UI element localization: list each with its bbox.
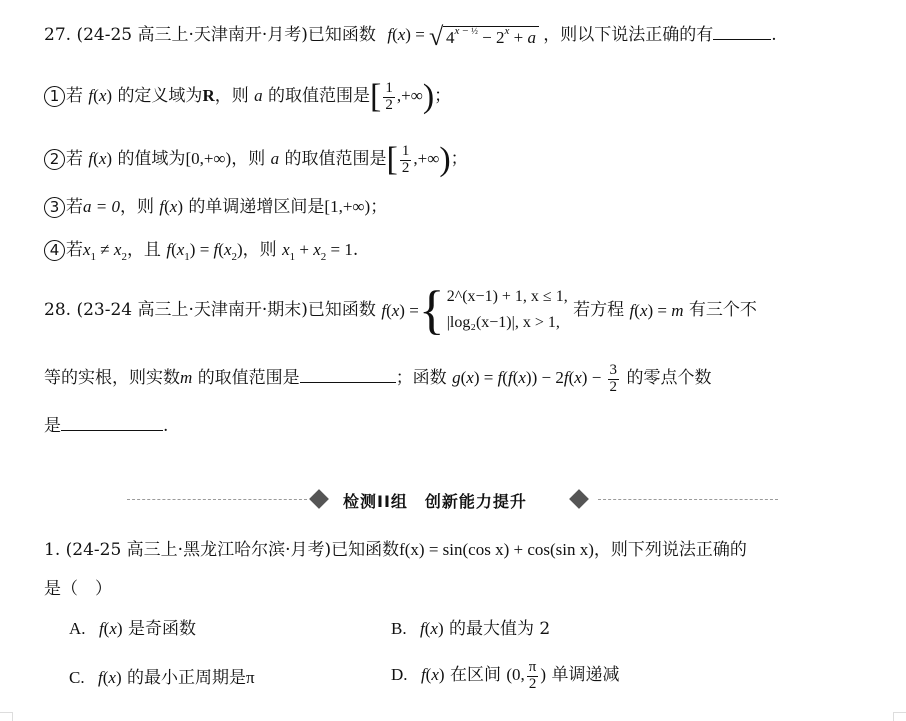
diamond-right-icon xyxy=(569,489,589,509)
circled-number-3: 3 xyxy=(44,197,65,218)
option-b[interactable]: B. f(x) 的最大值为 2 xyxy=(391,619,551,639)
circled-number-1: 1 xyxy=(44,86,65,107)
option-d[interactable]: D. f(x) 在区间 (0, $\frac{\pi}{2}$ ) 单调递减 xyxy=(391,659,620,692)
q27-prefix: 27. (24-25 高三上·天津南开·月考)已知函数 xyxy=(44,25,376,45)
q27-function: f(x) = √ $4^{x - \frac{1}{2}} - 2^x + a$ xyxy=(387,25,543,44)
corner-mark xyxy=(0,712,13,721)
circled-number-2: 2 xyxy=(44,149,65,170)
diamond-left-icon xyxy=(309,489,329,509)
q28-line-2: 等的实根，则实数m 的取值范围是 ；函数 g(x) = f(f(x)) − 2f(x) − $\frac{3}{2}$ 的零点个数 xyxy=(44,362,712,395)
q1-line-2: 是（ ） xyxy=(44,579,112,599)
q27-stem: 27. (24-25 高三上·天津南开·月考)已知函数 f(x) = √ $4^{x - \frac{1}{2}} - 2^x + a$ ，则以下说法正确的有 . xyxy=(44,22,777,52)
circled-number-4: 4 xyxy=(44,240,65,261)
q27-item-2: 2 若 f(x) 的值域为[0,+∞)，则 a 的取值范围是[ $\frac{1}{2}$ ,+∞)； xyxy=(44,143,468,177)
option-c[interactable]: C. f(x) 的最小正周期是π xyxy=(69,668,255,688)
corner-mark xyxy=(893,712,906,721)
interval-half-inf: [ $\frac{1}{2}$ ,+∞) xyxy=(386,141,451,178)
g-function: g(x) = f(f(x)) − 2f(x) − $\frac{3}{2}$ xyxy=(452,362,618,395)
answer-blank[interactable] xyxy=(713,37,771,40)
interval-half-inf: [ $\frac{1}{2}$ ,+∞) xyxy=(370,78,435,115)
q27-item-4: 4 若$x_1 \ne x_2$，且 $f(x_1) = f(x_2)$，则 $x_1 + x_2 = 1$. xyxy=(44,240,358,261)
q27-item-3: 3 若a = 0，则 f(x) 的单调递增区间是[1,+∞)； xyxy=(44,197,387,218)
q28-stem: 28. (23-24 高三上·天津南开·期末)已知函数 f(x) = { 2^(x−1) + 1, x ≤ 1, |log₂(x−1)|, x > 1, 若方程 f(x) = m 有三个不 xyxy=(44,280,757,340)
divider-left xyxy=(127,499,307,500)
q1-stem: 1. (24-25 高三上·黑龙江哈尔滨·月考)已知函数f(x) = sin(cos x) + cos(sin x)，则下列说法正确的 xyxy=(44,540,747,560)
answer-blank[interactable] xyxy=(300,380,396,383)
piecewise-function: f(x) = { 2^(x−1) + 1, x ≤ 1, |log₂(x−1)|, x > 1, xyxy=(381,280,568,340)
answer-blank[interactable] xyxy=(61,428,163,431)
radical: √ $4^{x - \frac{1}{2}} - 2^x + a$ xyxy=(429,26,539,46)
q28-line-3: 是 . xyxy=(44,416,169,436)
divider-right xyxy=(598,499,778,500)
option-a[interactable]: A. f(x) 是奇函数 xyxy=(69,619,196,639)
q27-item-1: 1 若 f(x) 的定义域为R，则 a 的取值范围是[ $\frac{1}{2}$ ,+∞)； xyxy=(44,80,451,114)
section-title: 检测II组 创新能力提升 xyxy=(343,492,527,511)
q1-function: f(x) = sin(cos x) + cos(sin x) xyxy=(399,540,594,559)
